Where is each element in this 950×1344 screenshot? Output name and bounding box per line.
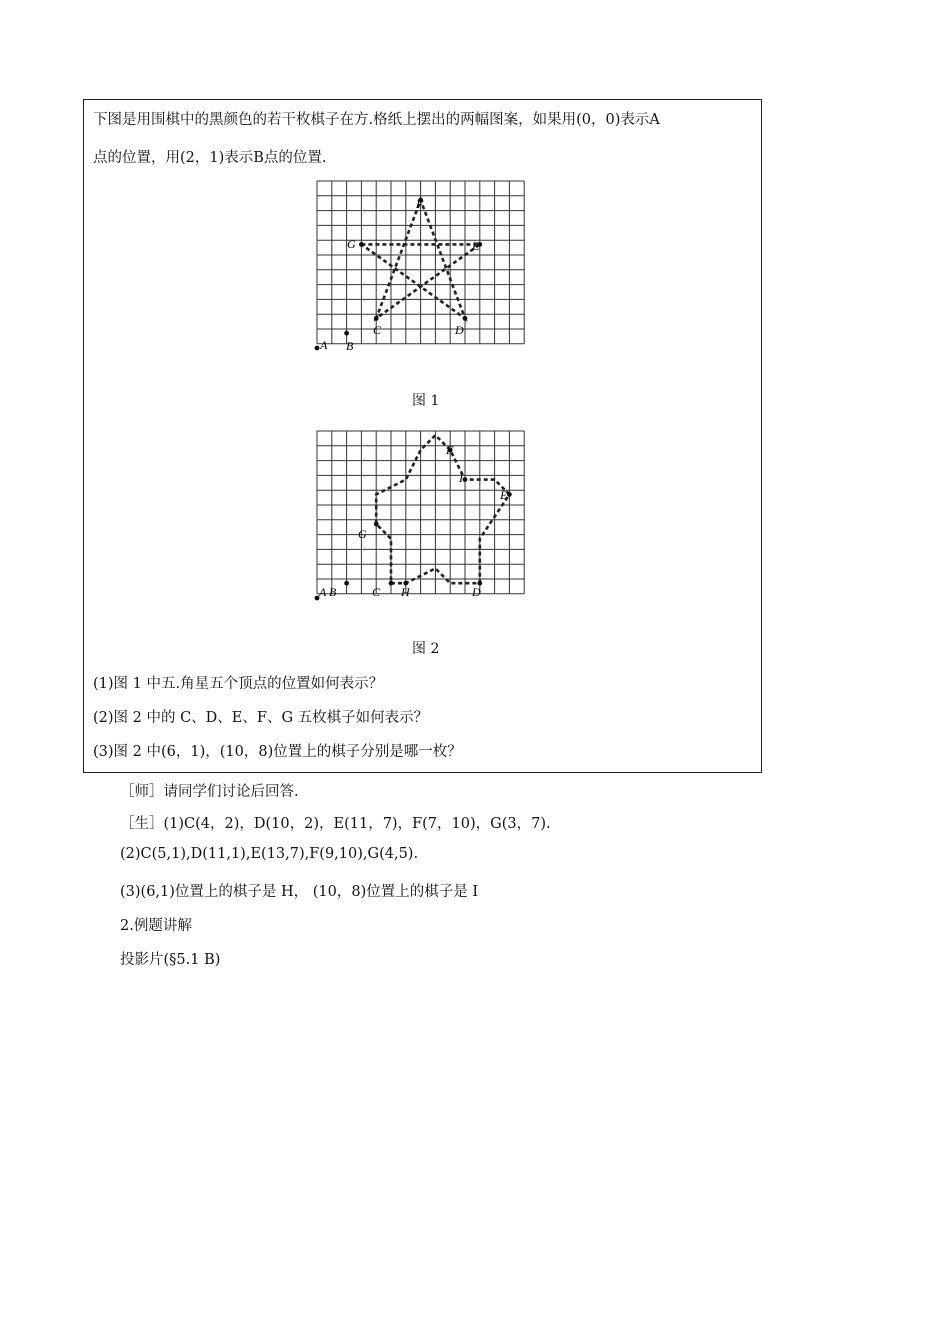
stone-marker	[315, 346, 320, 351]
figure-2-flower-grid	[312, 428, 532, 606]
section-heading: 2.例题讲解	[120, 918, 192, 934]
label-F2: F	[446, 443, 454, 457]
label-D: D	[455, 323, 464, 337]
answer-2: (2)C(5,1),D(11,1),E(13,7),F(9,10),G(4,5).	[120, 846, 419, 862]
label-A2: A	[319, 585, 327, 599]
answer-3: (3)(6,1)位置上的棋子是 H， (10，8)位置上的棋子是 I	[120, 884, 479, 900]
figure-1-star-grid	[312, 178, 532, 356]
label-H2: H	[401, 585, 410, 599]
stone-marker	[463, 477, 468, 482]
label-I2: I	[459, 471, 463, 485]
label-B2: B	[329, 585, 337, 599]
stone-marker	[344, 581, 349, 586]
intro-line-2: 点的位置，用(2，1)表示B点的位置.	[93, 150, 327, 166]
stone-marker	[507, 492, 512, 497]
problem-box	[83, 99, 762, 773]
label-A: A	[320, 338, 328, 352]
stone-marker	[359, 242, 364, 247]
stone-marker	[344, 331, 349, 336]
label-E2: E	[500, 488, 508, 502]
label-B: B	[346, 339, 354, 353]
figure-1-caption: 图 1	[412, 393, 440, 409]
label-F: F	[416, 197, 424, 211]
intro-line-1: 下图是用围棋中的黑颜色的若干枚棋子在方.格纸上摆出的两幅图案，如果用(0，0)表示A	[93, 112, 660, 128]
label-D2: D	[472, 585, 481, 599]
teacher-line: ［师］请同学们讨论后回答.	[120, 784, 299, 800]
stone-marker	[374, 522, 379, 527]
stone-marker	[463, 316, 468, 321]
question-3: (3)图 2 中(6，1)，(10，8)位置上的棋子分别是哪一枚？	[93, 744, 462, 760]
label-C2: C	[372, 585, 381, 599]
question-1: (1)图 1 中五.角星五个顶点的位置如何表示？	[93, 676, 384, 692]
label-G: G	[347, 237, 356, 251]
label-C: C	[373, 323, 382, 337]
stone-marker	[389, 581, 394, 586]
stone-marker	[374, 316, 379, 321]
figure-2-caption: 图 2	[412, 641, 440, 657]
question-2: (2)图 2 中的 C、D、E、F、G 五枚棋子如何表示？	[93, 710, 429, 726]
answer-1: ［生］(1)C(4，2)，D(10，2)，E(11，7)，F(7，10)，G(3，7).	[120, 816, 551, 832]
label-E: E	[472, 239, 480, 253]
slide-reference: 投影片(§5.1 B)	[120, 952, 221, 968]
label-G2: G	[358, 527, 367, 541]
